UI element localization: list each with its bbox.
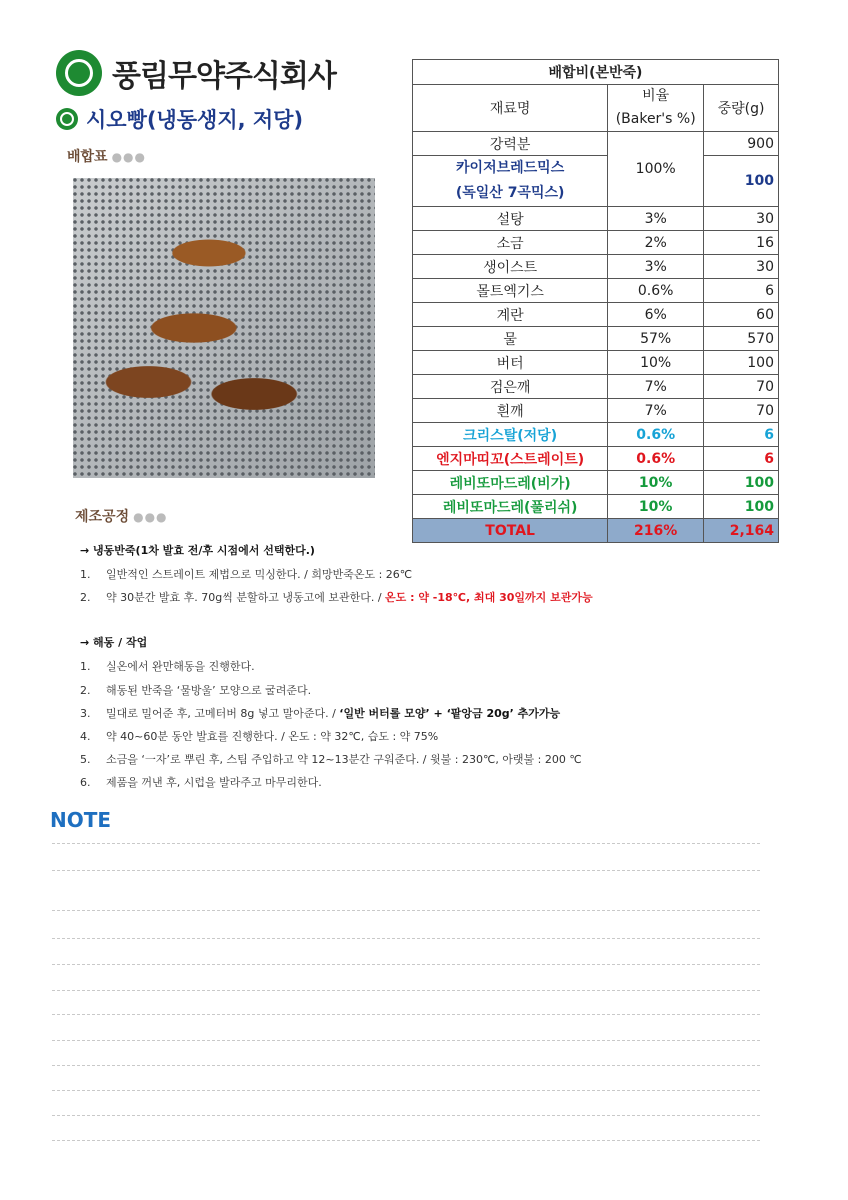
ingredient-ratio: 10% — [608, 351, 704, 375]
note-line — [52, 910, 760, 911]
thaw-heading — [80, 634, 147, 650]
header-weight: 중량(g) — [704, 85, 779, 132]
ingredient-name: 강력분 — [413, 132, 608, 156]
ingredient-name-line1: 카이저브레드믹스 — [456, 160, 565, 176]
ingredient-weight: 900 — [704, 132, 779, 156]
step-number: 1. — [80, 660, 91, 673]
ingredient-ratio: 6% — [608, 303, 704, 327]
thaw-step — [80, 658, 255, 674]
ingredient-ratio: 57% — [608, 327, 704, 351]
ingredient-ratio: 2% — [608, 231, 704, 255]
note-line — [52, 1140, 760, 1141]
header-ratio-line1: 비율 — [642, 88, 670, 104]
step-accent: 온도 : 약 -18℃, 최대 30일까지 보관가능 — [385, 591, 593, 604]
ingredient-ratio: 3% — [608, 207, 704, 231]
total-row — [413, 519, 779, 543]
frozen-step — [80, 589, 593, 605]
step-number: 3. — [80, 707, 91, 720]
ingredient-name — [413, 156, 608, 207]
ingredient-weight: 70 — [704, 399, 779, 423]
frozen-heading — [80, 542, 315, 558]
ingredient-weight: 100 — [704, 495, 779, 519]
ingredient-ratio: 10% — [608, 471, 704, 495]
recipe-table — [412, 59, 779, 543]
step-number: 2. — [80, 684, 91, 697]
note-title: NOTE — [50, 808, 112, 832]
step-number: 5. — [80, 753, 91, 766]
step-bold: ‘일반 버터롤 모양’ + ‘팥앙금 20g’ 추가가능 — [339, 707, 561, 720]
ingredient-name: 크리스탈(저당) — [413, 423, 608, 447]
recipe-section-label — [67, 146, 146, 166]
note-line — [52, 964, 760, 965]
note-line — [52, 990, 760, 991]
recipe-section-text: 배합표 — [67, 149, 108, 165]
ingredient-ratio: 100% — [608, 132, 704, 207]
ingredient-ratio: 7% — [608, 399, 704, 423]
ingredient-weight: 6 — [704, 447, 779, 471]
ingredient-ratio: 7% — [608, 375, 704, 399]
total-weight: 2,164 — [704, 519, 779, 543]
tree-logo-small-icon — [56, 108, 78, 130]
ingredient-weight: 6 — [704, 423, 779, 447]
table-row — [413, 231, 779, 255]
header-ratio-line2: (Baker's %) — [615, 111, 696, 127]
ingredient-ratio: 0.6% — [608, 423, 704, 447]
header-name: 재료명 — [413, 85, 608, 132]
step-text: 제품을 꺼낸 후, 시럽을 발라주고 마무리한다. — [106, 776, 322, 789]
ingredient-name: 버터 — [413, 351, 608, 375]
process-section-text: 제조공정 — [75, 509, 130, 525]
ingredient-ratio: 0.6% — [608, 447, 704, 471]
ingredient-weight: 100 — [704, 471, 779, 495]
ingredient-name: 레비또마드레(풀리쉬) — [413, 495, 608, 519]
step-number: 6. — [80, 776, 91, 789]
tree-logo-icon — [56, 50, 102, 96]
ingredient-weight: 100 — [704, 156, 779, 207]
total-label: TOTAL — [413, 519, 608, 543]
step-text: 해동된 반죽을 ‘물방울’ 모양으로 굴려준다. — [106, 684, 312, 697]
table-row — [413, 351, 779, 375]
thaw-step — [80, 774, 322, 790]
ingredient-ratio: 3% — [608, 255, 704, 279]
note-line — [52, 870, 760, 871]
frozen-heading-b: 시점에서 선택한다.) — [213, 544, 315, 557]
table-row — [413, 132, 779, 156]
product-title: 시오빵(냉동생지, 저당) — [86, 108, 304, 132]
ingredient-weight: 100 — [704, 351, 779, 375]
step-text: 일반적인 스트레이트 제법으로 믹싱한다. / 희망반죽온도 : 26℃ — [106, 568, 413, 581]
ingredient-weight: 60 — [704, 303, 779, 327]
note-line — [52, 1014, 760, 1015]
table-row — [413, 495, 779, 519]
ingredient-weight: 570 — [704, 327, 779, 351]
table-row — [413, 255, 779, 279]
ingredient-weight: 30 — [704, 207, 779, 231]
note-line — [52, 843, 760, 844]
table-row — [413, 327, 779, 351]
table-row — [413, 471, 779, 495]
step-text: 약 40~60분 동안 발효를 진행한다. / 온도 : 약 32℃, 습도 : 약 75% — [106, 730, 439, 743]
ingredient-name: 흰깨 — [413, 399, 608, 423]
ingredient-ratio: 10% — [608, 495, 704, 519]
ingredient-weight: 6 — [704, 279, 779, 303]
note-line — [52, 1065, 760, 1066]
ingredient-name: 검은깨 — [413, 375, 608, 399]
ingredient-name-line2: (독일산 7곡믹스) — [455, 185, 565, 201]
header-ratio — [608, 85, 704, 132]
thaw-step — [80, 751, 582, 767]
ingredient-weight: 16 — [704, 231, 779, 255]
ingredient-name: 엔지마띠꼬(스트레이트) — [413, 447, 608, 471]
ingredient-name: 레비또마드레(비가) — [413, 471, 608, 495]
company-logo — [56, 50, 336, 96]
frozen-heading-red: 1차 발효 전/후 — [140, 544, 214, 557]
table-row — [413, 447, 779, 471]
table-row — [413, 279, 779, 303]
table-row — [413, 375, 779, 399]
table-row — [413, 423, 779, 447]
ingredient-weight: 70 — [704, 375, 779, 399]
section-dots: ●●● — [111, 150, 146, 164]
step-number: 4. — [80, 730, 91, 743]
thaw-heading-text: → 해동 / 작업 — [80, 636, 148, 649]
process-section-label — [75, 506, 168, 526]
thaw-step — [80, 728, 438, 744]
step-text: 소금을 ‘一자’로 뿌린 후, 스팀 주입하고 약 12~13분간 구워준다. / 윗불 : 230℃, 아랫불 : 200 ℃ — [106, 753, 582, 766]
frozen-heading-a: → 냉동반죽( — [80, 544, 141, 557]
ingredient-name: 생이스트 — [413, 255, 608, 279]
total-ratio: 216% — [608, 519, 704, 543]
thaw-step — [80, 682, 311, 698]
ingredient-name: 계란 — [413, 303, 608, 327]
bread-photo — [73, 178, 375, 478]
ingredient-name: 몰트엑기스 — [413, 279, 608, 303]
step-number: 2. — [80, 591, 91, 604]
ingredient-name: 물 — [413, 327, 608, 351]
table-row — [413, 303, 779, 327]
section-dots: ●●● — [133, 510, 168, 524]
company-name: 풍림무약주식회사 — [112, 59, 336, 94]
note-line — [52, 1090, 760, 1091]
table-row — [413, 399, 779, 423]
table-row — [413, 207, 779, 231]
note-line — [52, 1115, 760, 1116]
ingredient-ratio: 0.6% — [608, 279, 704, 303]
table-title: 배합비(본반죽) — [413, 60, 779, 85]
step-text: 밀대로 밀어준 후, 고메터버 8g 넣고 말아준다. / — [106, 707, 340, 720]
ingredient-name: 소금 — [413, 231, 608, 255]
step-number: 1. — [80, 568, 91, 581]
ingredient-weight: 30 — [704, 255, 779, 279]
frozen-step — [80, 566, 412, 582]
product-heading — [56, 104, 303, 134]
step-text: 실온에서 완만해동을 진행한다. — [106, 660, 255, 673]
ingredient-name: 설탕 — [413, 207, 608, 231]
note-line — [52, 938, 760, 939]
thaw-step — [80, 705, 560, 721]
step-text: 약 30분간 발효 후. 70g씩 분할하고 냉동고에 보관한다. / — [106, 591, 386, 604]
note-line — [52, 1040, 760, 1041]
